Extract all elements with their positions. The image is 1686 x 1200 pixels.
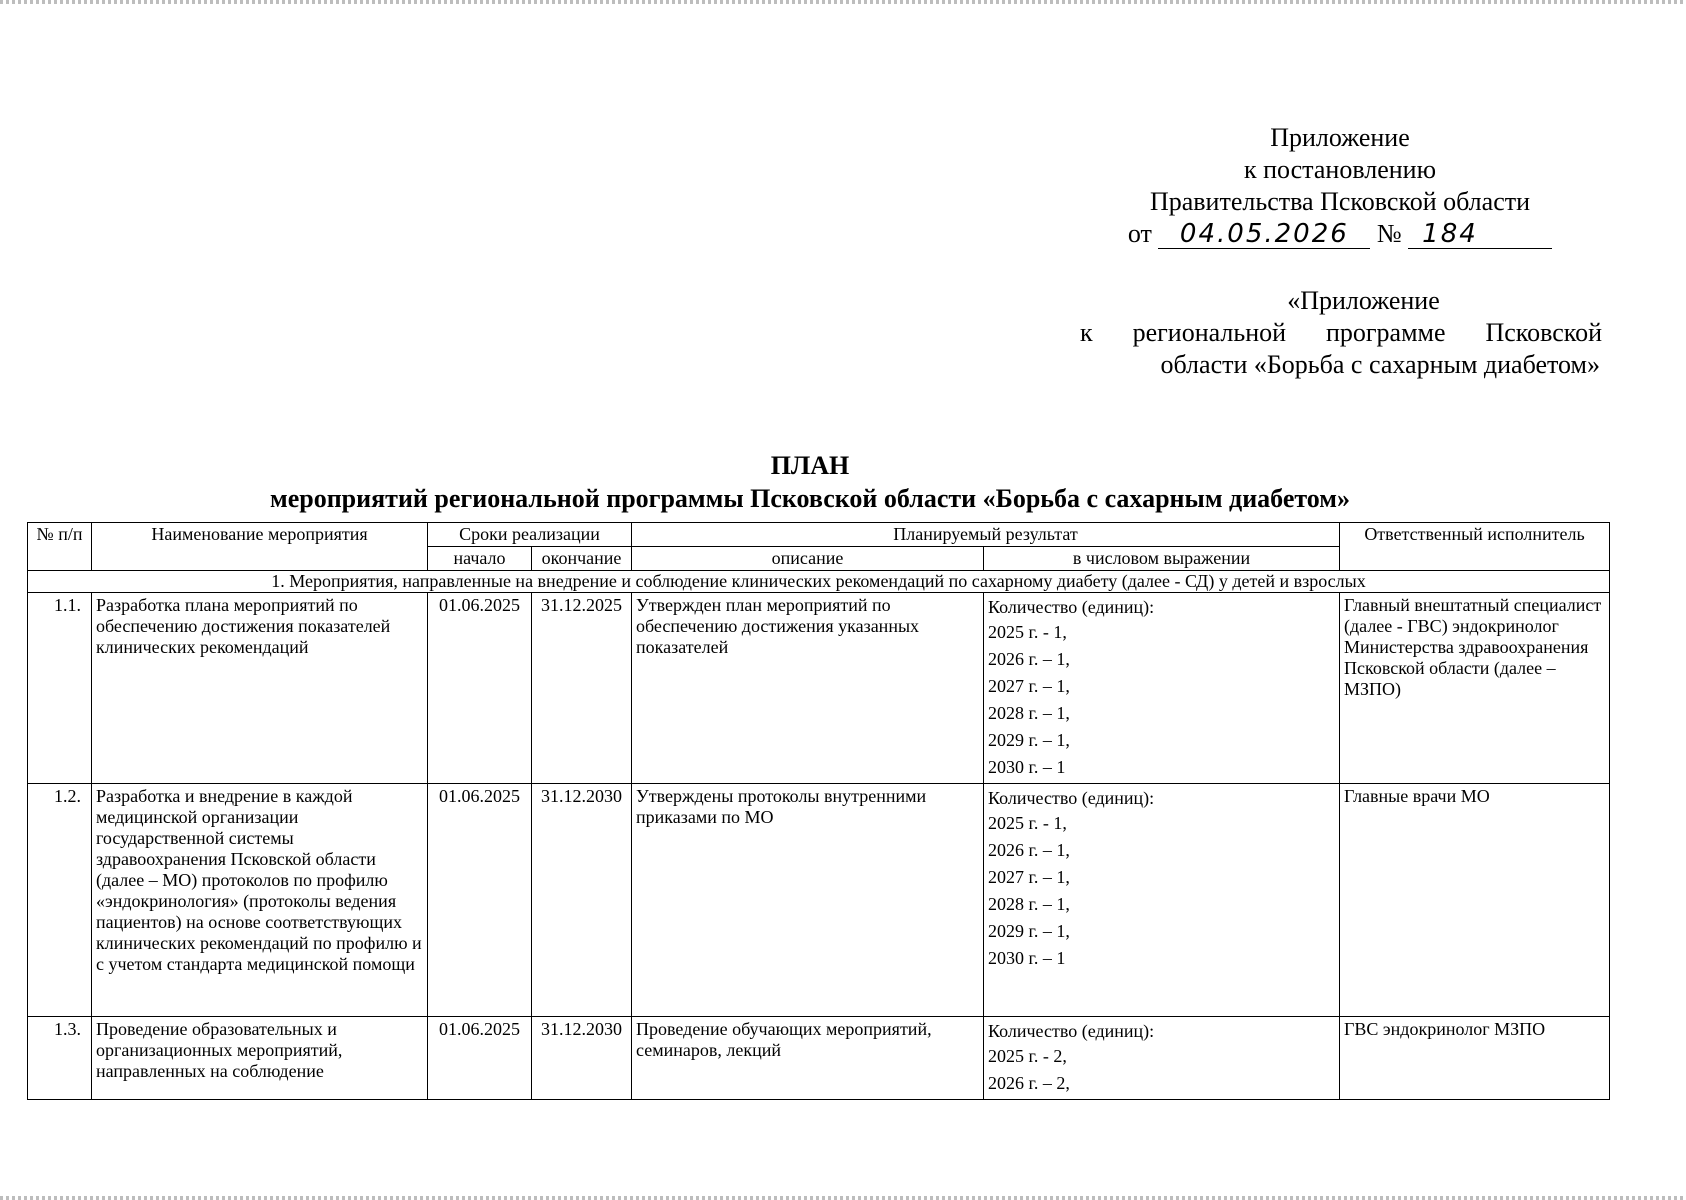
header-num: № п/п [28,523,92,571]
annex-date-row [1080,218,1600,250]
document-subtitle: мероприятий региональной программы Псковской области «Борьба с сахарным диабетом» [269,484,1351,513]
header-name: Наименование мероприятия [92,523,428,571]
quantity-label: Количество (единиц): [988,597,1155,617]
handwritten-date: 04.05.2026 [1158,220,1370,249]
header-planned: Планируемый результат [632,523,1340,547]
scan-edge-bottom [0,1196,1686,1200]
annex-to-resolution: к постановлению [1243,155,1437,184]
quantity-label: Количество (единиц): [988,788,1155,808]
quantity-item: 2027 г. – 1, [988,676,1070,696]
quantity-item: 2028 г. – 1, [988,703,1070,723]
row-num: 1.1. [28,593,92,784]
quantity-item: 2028 г. – 1, [988,894,1070,914]
plan-table [27,522,1610,1100]
quantity-item: 2029 г. – 1, [988,921,1070,941]
row-responsible: ГВС эндокринолог МЗПО [1340,1017,1610,1100]
row-num: 1.3. [28,1017,92,1100]
header-responsible: Ответственный исполнитель [1340,523,1610,571]
table-row [28,1017,1610,1100]
quantity-item: 2029 г. – 1, [988,730,1070,750]
handwritten-number: 184 [1408,220,1552,249]
header-row-1 [28,523,1610,547]
row-name: Разработка и внедрение в каждой медицинской организации государственной системы здравоохранения Псковской области (далее – МО) протоколов по профилю «эндокринология» (протоколы ведения пациентов) на основе соответствующих клинических рекомендаций по профилю и с учетом стандарта медицинской помощи [92,784,428,1017]
row-start: 01.06.2025 [428,784,532,1017]
header-end: окончание [532,547,632,571]
row-description: Утверждены протоколы внутренними приказами по МО [632,784,984,1017]
annex-block [1080,122,1600,250]
section-title: 1. Мероприятия, направленные на внедрение и соблюдение клинических рекомендаций по сахарному диабету (далее - СД) у детей и взрослых [28,571,1610,593]
section-row [28,571,1610,593]
annex-government: Правительства Псковской области [1149,187,1531,216]
table-row [28,784,1610,1017]
program-annex-line2: к региональной программе Псковской [1080,318,1602,347]
row-end: 31.12.2025 [532,593,632,784]
quantity-item: 2025 г. - 1, [988,622,1067,642]
quantity-item: 2030 г. – 1 [988,757,1066,777]
row-responsible: Главные врачи МО [1340,784,1610,1017]
header-description: описание [632,547,984,571]
quantity-item: 2025 г. - 1, [988,813,1067,833]
quantity-item: 2026 г. – 1, [988,649,1070,669]
document-title: ПЛАН [770,451,850,480]
from-label: от [1127,219,1152,248]
program-annex-block [1080,285,1602,381]
row-responsible: Главный внештатный специалист (далее - ГВС) эндокринолог Министерства здравоохранения Псковской области (далее – МЗПО) [1340,593,1610,784]
row-name: Проведение образовательных и организационных мероприятий, направленных на соблюдение [92,1017,428,1100]
row-name: Разработка плана мероприятий по обеспечению достижения показателей клинических рекомендаций [92,593,428,784]
row-quantities [984,1017,1340,1100]
row-start: 01.06.2025 [428,1017,532,1100]
row-quantities [984,593,1340,784]
header-numeric: в числовом выражении [984,547,1340,571]
quantity-item: 2026 г. – 2, [988,1073,1070,1093]
quantity-label: Количество (единиц): [988,1021,1155,1041]
quantity-item: 2030 г. – 1 [988,948,1066,968]
program-annex-title: «Приложение [1287,286,1440,315]
table-row [28,593,1610,784]
annex-title: Приложение [1270,123,1410,152]
header-start: начало [428,547,532,571]
quantity-item: 2026 г. – 1, [988,840,1070,860]
scan-edge-top [0,0,1686,4]
row-description: Проведение обучающих мероприятий, семинаров, лекций [632,1017,984,1100]
row-start: 01.06.2025 [428,593,532,784]
row-end: 31.12.2030 [532,1017,632,1100]
program-annex-line3: области «Борьба с сахарным диабетом» [1160,350,1600,379]
row-quantities [984,784,1340,1017]
quantity-item: 2027 г. – 1, [988,867,1070,887]
header-terms: Сроки реализации [428,523,632,547]
row-description: Утвержден план мероприятий по обеспечению достижения указанных показателей [632,593,984,784]
number-sign: № [1376,219,1402,248]
row-end: 31.12.2030 [532,784,632,1017]
quantity-item: 2025 г. - 2, [988,1046,1067,1066]
row-num: 1.2. [28,784,92,1017]
